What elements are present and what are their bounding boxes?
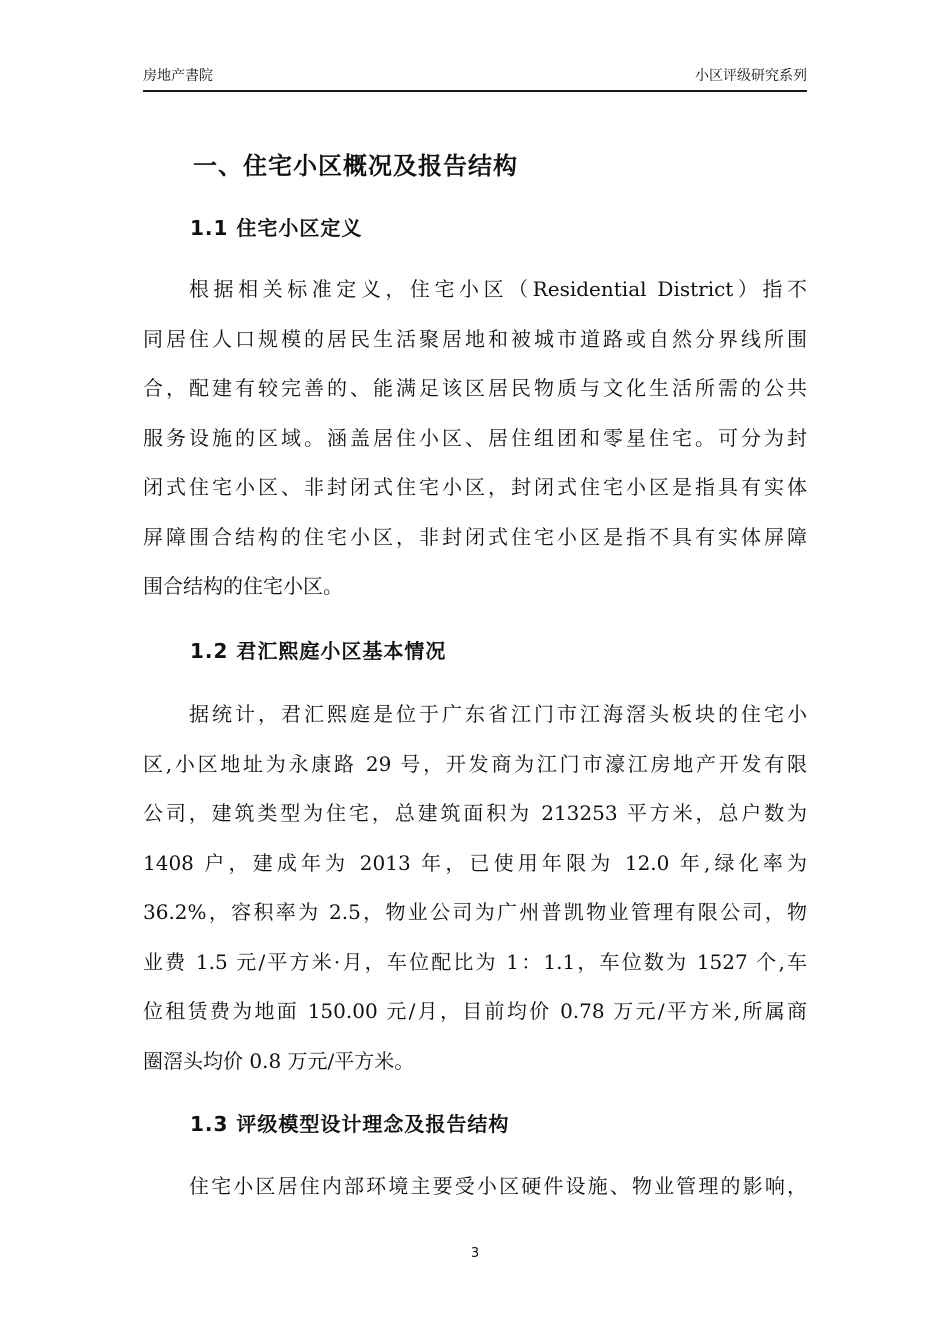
paragraph-line: 围合结构的住宅小区。	[143, 574, 343, 598]
paragraph-line: 位租赁费为地面 150.00 元/月，目前均价 0.78 万元/平方米,所属商	[143, 999, 807, 1023]
paragraph-line: 合，配建有较完善的、能满足该区居民物质与文化生活所需的公共	[143, 376, 807, 400]
paragraph-line: 圈滘头均价 0.8 万元/平方米。	[143, 1048, 415, 1073]
section-heading-1-1: 1.1 住宅小区定义	[190, 216, 363, 240]
paragraph-line: 36.2%，容积率为 2.5，物业公司为广州普凯物业管理有限公司，物	[143, 900, 807, 924]
paragraph-line: 屏障围合结构的住宅小区，非封闭式住宅小区是指不具有实体屏障	[143, 524, 807, 549]
paragraph-line: 根据相关标准定义，住宅小区（Residential District）指不	[189, 277, 807, 301]
paragraph-line: 区,小区地址为永康路 29 号，开发商为江门市濠江房地产开发有限	[143, 751, 807, 776]
section-heading-1-3: 1.3 评级模型设计理念及报告结构	[190, 1112, 510, 1136]
paragraph-line: 闭式住宅小区、非封闭式住宅小区，封闭式住宅小区是指具有实体	[143, 475, 807, 499]
page-number: 3	[470, 1246, 480, 1261]
section-1-2-paragraph	[143, 690, 807, 1086]
header-series: 小区评级研究系列	[695, 68, 807, 84]
section-1-3-paragraph	[143, 1162, 807, 1212]
paragraph-line: 业费 1.5 元/平方米·月，车位配比为 1：1.1，车位数为 1527 个,车	[143, 949, 807, 974]
paragraph-line: 服务设施的区域。涵盖居住小区、居住组团和零星住宅。可分为封	[143, 425, 807, 450]
paragraph-line: 1408 户，建成年为 2013 年，已使用年限为 12.0 年,绿化率为	[143, 850, 807, 875]
section-heading-1-2: 1.2 君汇熙庭小区基本情况	[190, 639, 447, 663]
paragraph-line: 公司，建筑类型为住宅，总建筑面积为 213253 平方米，总户数为	[143, 801, 807, 825]
paragraph-line: 住宅小区居住内部环境主要受小区硬件设施、物业管理的影响，	[189, 1174, 807, 1198]
header-publisher: 房地产書院	[143, 68, 213, 84]
page-header	[143, 66, 807, 92]
paragraph-line: 据统计，君汇熙庭是位于广东省江门市江海滘头板块的住宅小	[189, 702, 807, 726]
paragraph-line: 同居住人口规模的居民生活聚居地和被城市道路或自然分界线所围	[143, 326, 807, 351]
chapter-title: 一、住宅小区概况及报告结构	[193, 152, 518, 180]
section-1-1-paragraph	[143, 265, 807, 612]
